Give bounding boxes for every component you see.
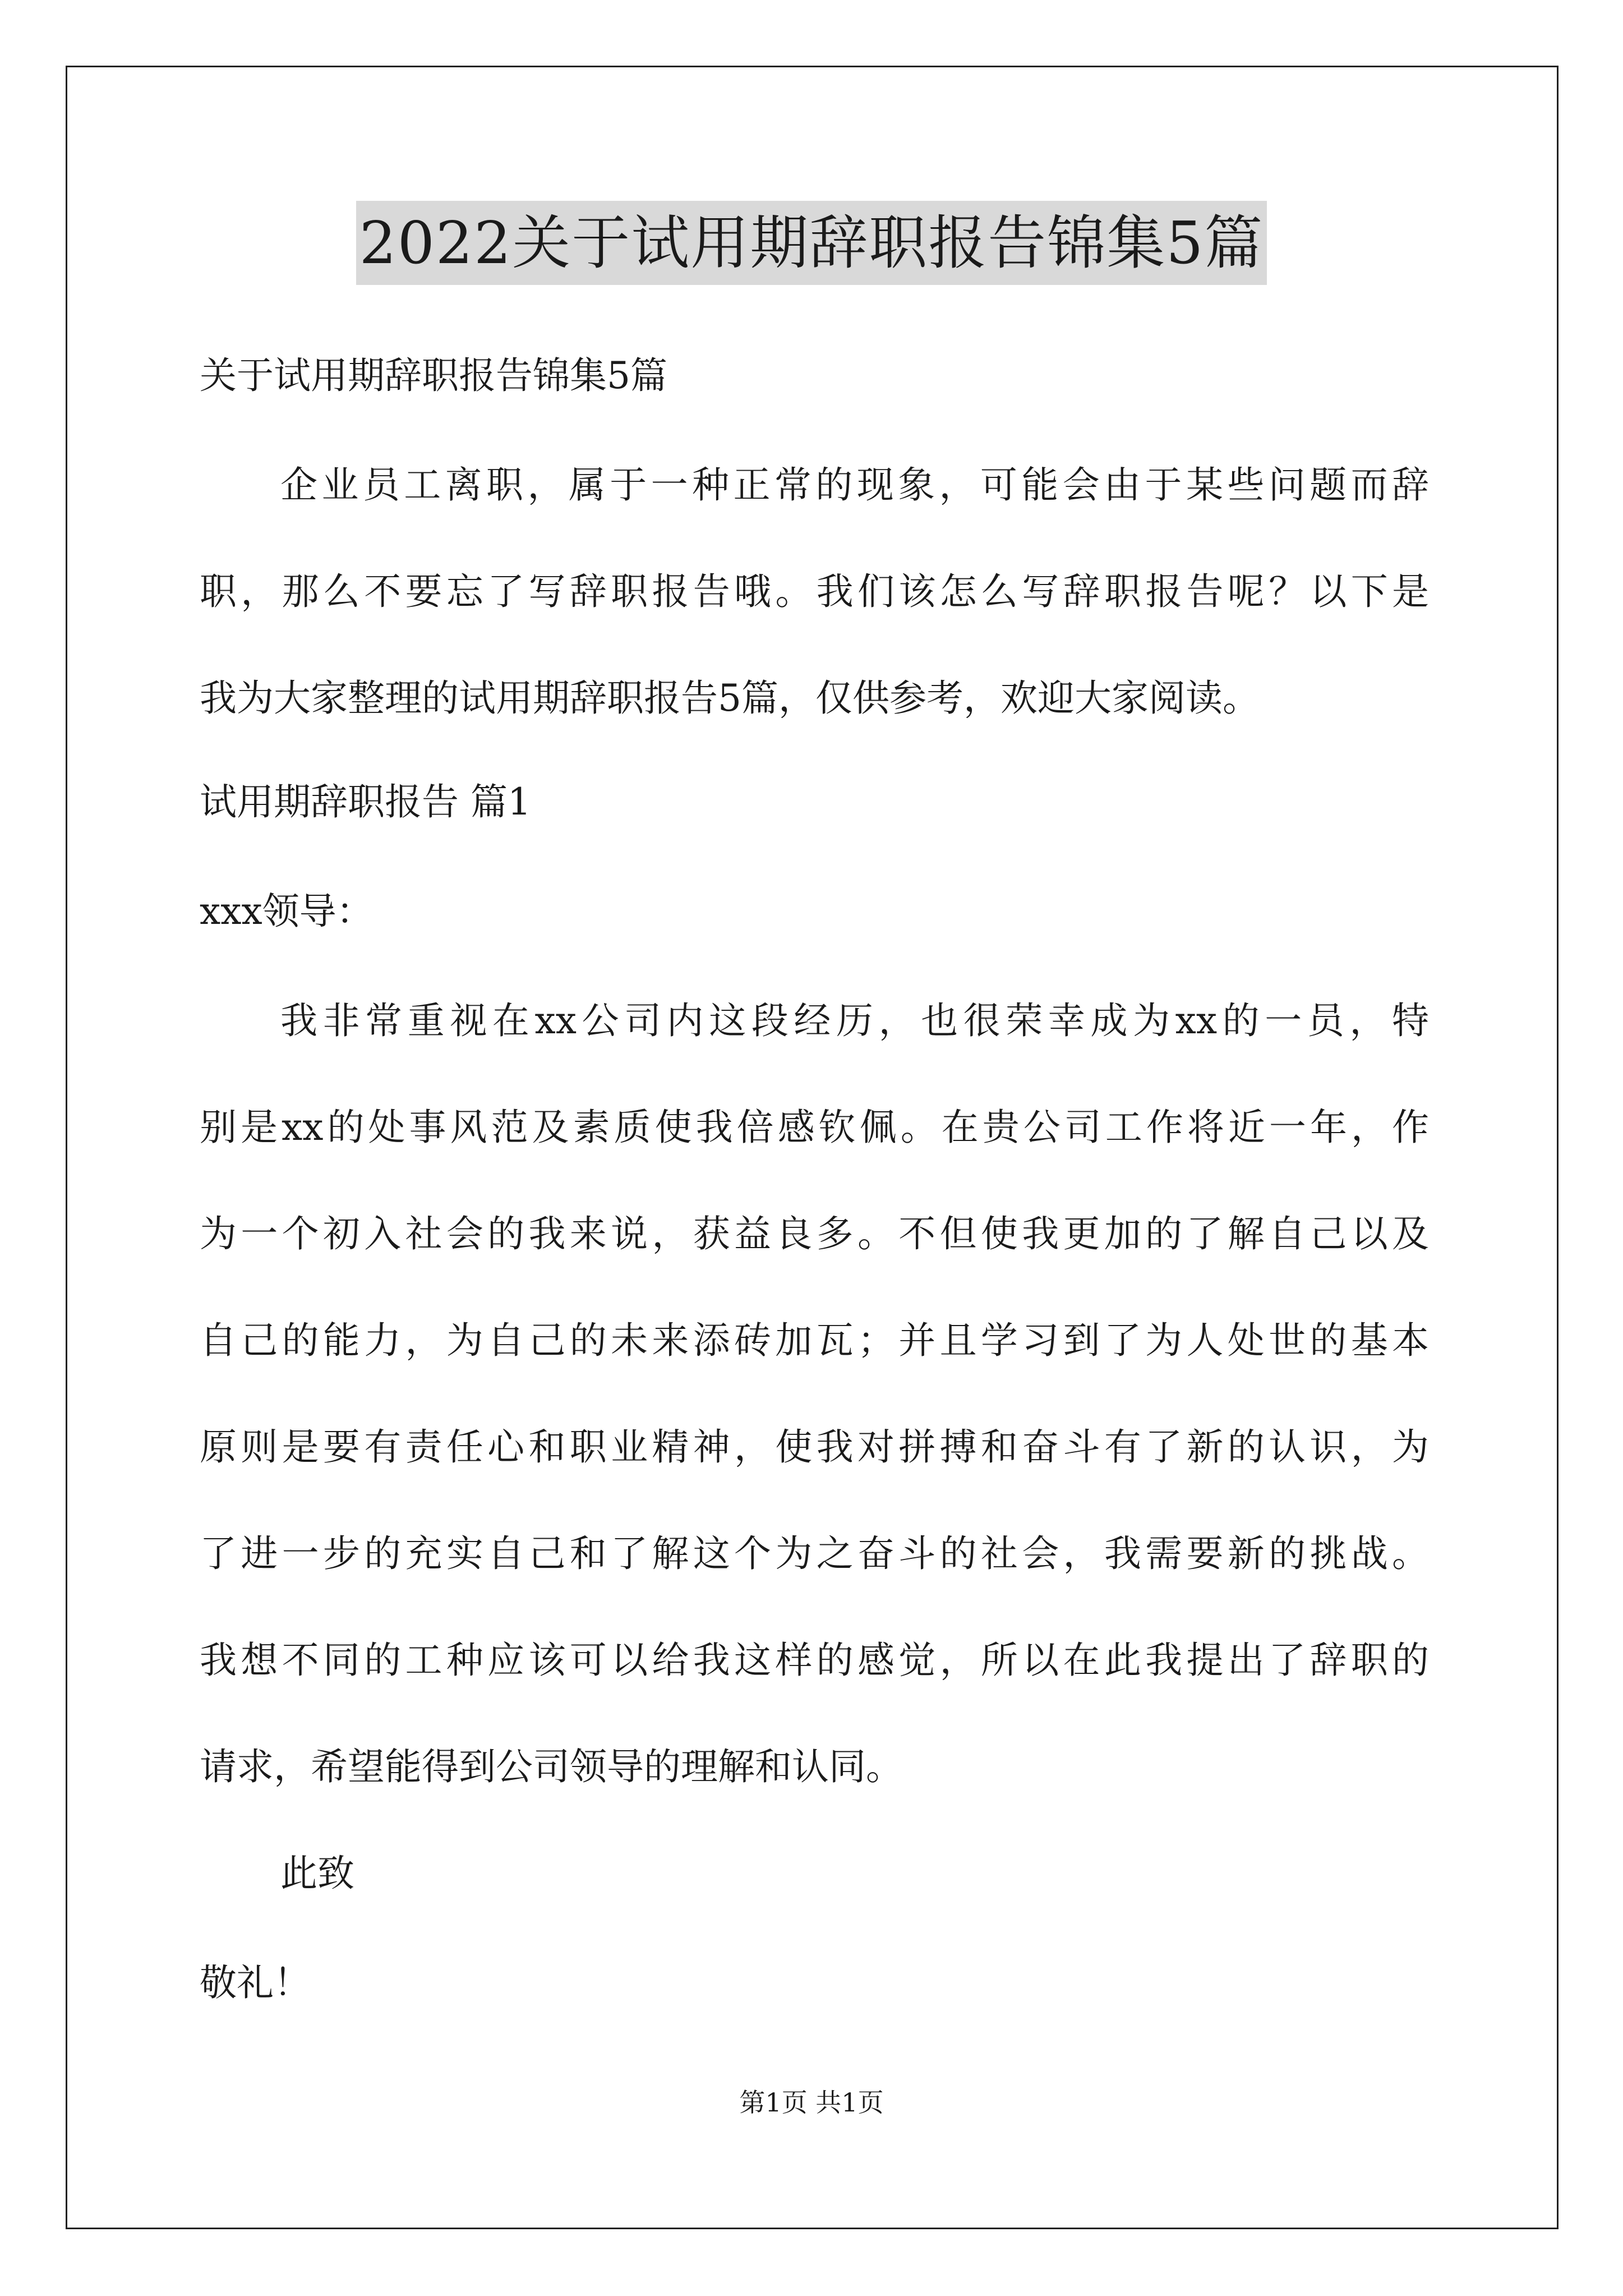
document-subtitle: 关于试用期辞职报告锦集5篇 [200,354,667,397]
body-line-5: 原则是要有责任心和职业精神，使我对拼搏和奋斗有了新的认识，为 [200,1425,1429,1469]
salutation: xxx领导： [200,890,374,933]
body-line-3: 为一个初入社会的我来说，获益良多。不但使我更加的了解自己以及 [200,1212,1429,1255]
body-line-8: 请求，希望能得到公司领导的理解和认同。 [200,1745,903,1788]
body-line-4: 自己的能力，为自己的未来添砖加瓦；并且学习到了为人处世的基本 [200,1319,1429,1362]
section-heading: 试用期辞职报告 篇1 [200,780,531,823]
document-title: 2022关于试用期辞职报告锦集5篇 [356,201,1267,285]
intro-line-3: 我为大家整理的试用期辞职报告5篇，仅供参考，欢迎大家阅读。 [200,677,1260,720]
body-line-2: 别是xx的处事风范及素质使我倍感钦佩。在贵公司工作将近一年，作 [200,1106,1429,1149]
title-container [0,201,1623,285]
page-footer: 第1页 共1页 [739,2087,884,2118]
closing-salute: 敬礼！ [200,1961,311,2004]
body-line-1: 我非常重视在xx公司内这段经历，也很荣幸成为xx的一员，特 [280,999,1429,1042]
intro-line-1: 企业员工离职，属于一种正常的现象，可能会由于某些问题而辞 [280,463,1429,507]
body-line-7: 我想不同的工种应该可以给我这样的感觉，所以在此我提出了辞职的 [200,1639,1429,1682]
intro-line-2: 职，那么不要忘了写辞职报告哦。我们该怎么写辞职报告呢？以下是 [200,570,1429,613]
body-line-6: 了进一步的充实自己和了解这个为之奋斗的社会，我需要新的挑战。 [200,1532,1429,1575]
closing-regards: 此致 [280,1852,354,1895]
